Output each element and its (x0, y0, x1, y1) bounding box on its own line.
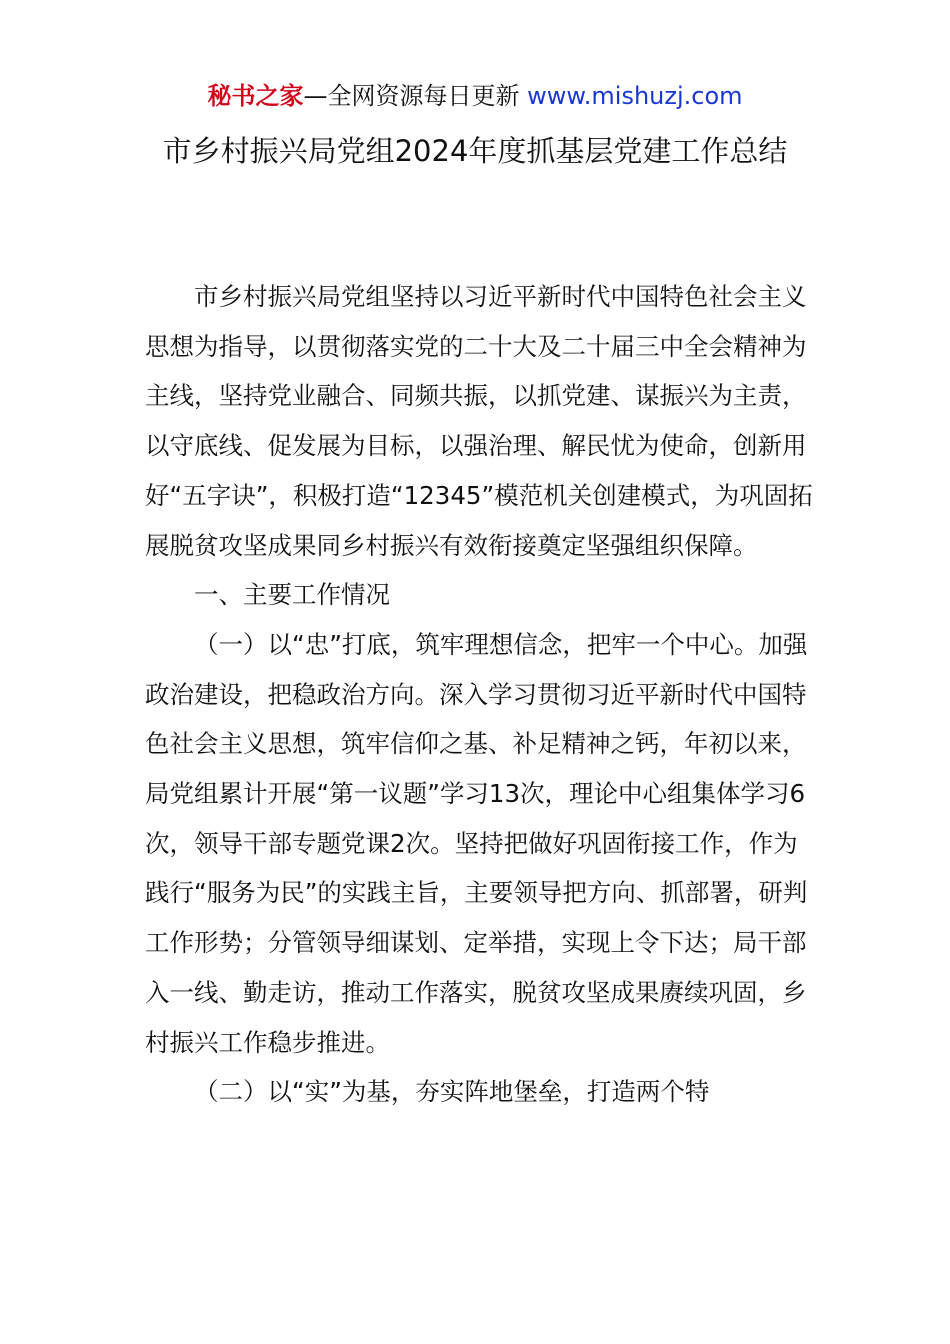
document-body (145, 272, 815, 1117)
site-brand: 秘书之家 (207, 82, 304, 110)
site-url-link[interactable]: www.mishuzj.com (527, 82, 743, 110)
body-paragraph: （一）以“忠”打底，筑牢理想信念，把牢一个中心。加强政治建设，把稳政治方向。深入学习贯彻习近平新时代中国特色社会主义思想，筑牢信仰之基、补足精神之钙，年初以来，局党组累计开展“第一议题”学习13次，理论中心组集体学习6次，领导干部专题党课2次。坚持把做好巩固衔接工作，作为践行“服务为民”的实践主旨，主要领导把方向、抓部署，研判工作形势；分管领导细谋划、定举措，实现上令下达；局干部入一线、勤走访，推动工作落实，脱贫攻坚成果赓续巩固，乡村振兴工作稳步推进。 (145, 629, 808, 1057)
site-tagline: —全网资源每日更新 (303, 82, 520, 110)
site-header (0, 80, 950, 112)
intro-paragraph: 市乡村振兴局党组坚持以习近平新时代中国特色社会主义思想为指导，以贯彻落实党的二十大及二十届三中全会精神为主线，坚持党业融合、同频共振，以抓党建、谋振兴为主责，以守底线、促发展为目标，以强治理、解民忧为使命，创新用好“五字诀”，积极打造“12345”模范机关创建模式，为巩固拓展脱贫攻坚成果同乡村振兴有效衔接奠定坚强组织保障。 (145, 282, 813, 560)
section-heading: 一、主要工作情况 (194, 580, 390, 610)
document-title: 市乡村振兴局党组2024年度抓基层党建工作总结 (162, 134, 788, 168)
body-paragraph: （二）以“实”为基，夯实阵地堡垒，打造两个特 (194, 1077, 710, 1107)
